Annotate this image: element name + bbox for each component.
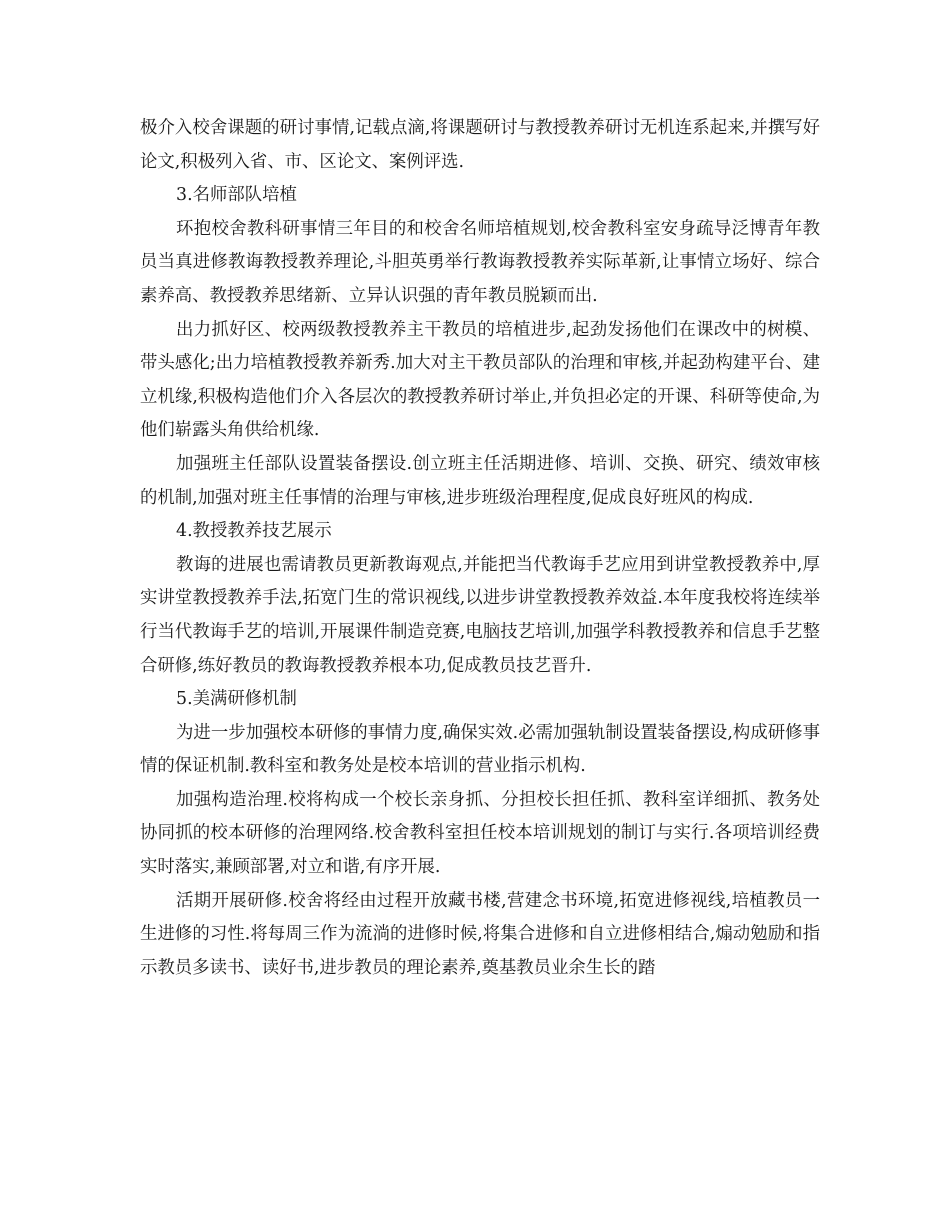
paragraph: 加强构造治理.校将构成一个校长亲身抓、分担校长担任抓、教科室详细抓、教务处协同抓的校本研修的治理网络.校舍教科室担任校本培训规划的制订与实行.各项培训经费实时落实,兼顾部署,对立和谐,有序开展. <box>140 789 820 878</box>
paragraph: 为进一步加强校本研修的事情力度,确保实效.必需加强轨制设置装备摆设,构成研修事情的保证机制.教科室和教务处是校本培训的营业指示机构. <box>140 722 820 777</box>
paragraph: 出力抓好区、校两级教授教养主干教员的培植进步,起劲发扬他们在课改中的树模、带头感化;出力培植教授教养新秀.加大对主干教员部队的治理和审核,并起劲构建平台、建立机缘,积极构造他们介入各层次的教授教养研讨举止,并负担必定的开课、科研等使命,为他们崭露头角供给机缘. <box>140 319 820 441</box>
paragraph: 教诲的进展也需请教员更新教诲观点,并能把当代教诲手艺应用到讲堂教授教养中,厚实讲堂教授教养手法,拓宽门生的常识视线,以进步讲堂教授教养效益.本年度我校将连续举行当代教诲手艺的培训,开展课件制造竞赛,电脑技艺培训,加强学科教授教养和信息手艺整合研修,练好教员的教诲教授教养根本功,促成教员技艺晋升. <box>140 554 820 676</box>
paragraph: 加强班主任部队设置装备摆设.创立班主任活期进修、培训、交换、研究、绩效审核的机制,加强对班主任事情的治理与审核,进步班级治理程度,促成良好班风的构成. <box>140 453 820 508</box>
section-heading: 5.美满研修机制 <box>176 689 297 710</box>
document-body <box>140 112 820 985</box>
section-heading: 3.名师部队培植 <box>176 185 297 206</box>
paragraph: 极介入校舍课题的研讨事情,记载点滴,将课题研讨与教授教养研讨无机连系起来,并撰写好论文,积极列入省、市、区论文、案例评选. <box>140 118 820 172</box>
paragraph: 活期开展研修.校舍将经由过程开放藏书楼,营建念书环境,拓宽进修视线,培植教员一生进修的习性.将每周三作为流淌的进修时候,将集合进修和自立进修相结合,煽动勉励和指示教员多读书、读好书,进步教员的理论素养,奠基教员业余生长的踏 <box>140 890 820 978</box>
section-heading: 4.教授教养技艺展示 <box>176 521 332 542</box>
paragraph: 环抱校舍教科研事情三年目的和校舍名师培植规划,校舍教科室安身疏导泛博青年教员当真进修教诲教授教养理论,斗胆英勇举行教诲教授教养实际革新,让事情立场好、综合素养高、教授教养思绪新、立异认识强的青年教员脱颖而出. <box>140 218 820 306</box>
